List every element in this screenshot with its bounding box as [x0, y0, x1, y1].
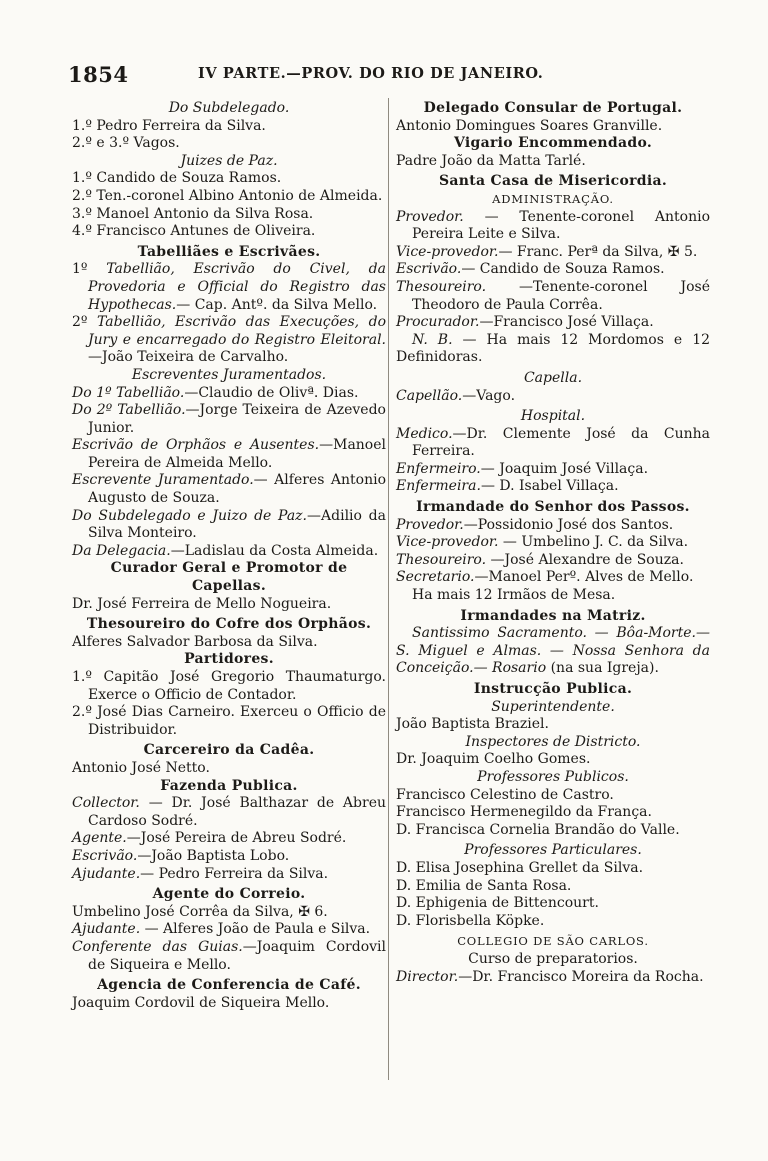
entry-holder: —Dr. Clemente José da Cunha Ferreira. [412, 425, 710, 460]
entry-holder: (na sua Igreja). [546, 660, 659, 677]
entry-holder: —José Pereira de Abreu Sodré. [126, 830, 347, 847]
entry-office: Escrivão. [396, 261, 462, 278]
entry-office: Provedor. [396, 516, 464, 533]
list-item: João Baptista Braziel. [396, 716, 549, 733]
section-heading: Partidores. [184, 651, 274, 668]
list-item [396, 261, 710, 279]
list-item: Umbelino José Corrêa da Silva, ✠ 6. [72, 903, 328, 920]
list-item [396, 569, 710, 587]
entry-office: Provedor. [396, 208, 464, 225]
sub-heading: Superintendente. [491, 698, 615, 715]
entry-office: Do Subdelegado e Juizo de Paz. [72, 507, 308, 524]
list-item [396, 625, 710, 681]
page-number: 1854 [68, 62, 129, 87]
section-heading: Fazenda Publica. [160, 777, 298, 794]
list-item [72, 921, 386, 939]
list-item: D. Ephigenia de Bittencourt. [396, 895, 599, 912]
list-item: 4.º Francisco Antunes de Oliveira. [72, 223, 316, 240]
entry-office: Vice-provedor. [396, 534, 499, 551]
list-item [396, 314, 710, 332]
column-divider [388, 98, 389, 1080]
list-item: Francisco Celestino de Castro. [396, 786, 614, 803]
entry-holder: —Francisco José Villaça. [479, 314, 654, 331]
section-heading: Santa Casa de Misericordia. [438, 173, 668, 190]
entry-office: Da Delegacia. [72, 542, 171, 559]
list-item [72, 472, 386, 507]
entry-holder: —Vago. [462, 387, 516, 404]
list-item: 3.º Manoel Antonio da Silva Rosa. [72, 205, 314, 222]
entry-office: Escrivão de Orphãos e Ausentes. [72, 437, 320, 454]
list-item [72, 795, 386, 830]
entry-holder: —João Teixeira de Carvalho. [88, 349, 289, 366]
entry-holder: — Dr. José Balthazar de Abreu Cardoso Sodré. [88, 795, 386, 829]
entry-office: Thesoureiro. [396, 551, 487, 568]
entry-holder: — Pedro Ferreira da Silva. [140, 865, 329, 882]
entry-office: Tabellião, Escrivão do Civel, da Provedoria e Official do Registro das Hypothecas. [88, 261, 386, 313]
list-item [396, 332, 710, 370]
entry-holder: —Claudio de Olivª. Dias. [184, 384, 359, 401]
entry-office: Ajudante. [72, 921, 141, 938]
section-heading: Juizes de Paz. [180, 152, 278, 169]
list-item [396, 279, 710, 314]
entry-office: Director. [396, 968, 459, 985]
entry-office: Capellão. [396, 387, 463, 404]
entry-holder: —Possidonio José dos Santos. [463, 516, 674, 533]
list-item: 2.º José Dias Carneiro. Exerceu o Officio de Distribuidor. [72, 704, 386, 738]
left-column [72, 100, 386, 1012]
list-item [72, 543, 386, 561]
entry-holder: —Manoel Perº. Alves de Mello. [474, 569, 694, 586]
section-heading: Carcereiro da Cadêa. [143, 742, 315, 759]
list-item [72, 830, 386, 848]
section-heading: Escreventes Juramentados. [131, 366, 327, 383]
section-heading: Curador Geral e Promotor de Capellas. [110, 560, 348, 595]
section-heading: Irmandades na Matriz. [460, 607, 646, 624]
entry-office: Ajudante. [72, 865, 141, 882]
entry-holder: — Umbelino J. C. da Silva. [498, 534, 689, 551]
entry-holder: — D. Isabel Villaça. [480, 478, 619, 495]
section-heading: Delegado Consular de Portugal. [423, 100, 683, 116]
list-item [72, 385, 386, 403]
entry-office: Do 2º Tabellião. [72, 402, 186, 419]
list-item [396, 478, 710, 499]
list-item: Antonio Domingues Soares Granville. [396, 117, 663, 134]
list-item [72, 939, 386, 977]
entry-office: Escrivão. [72, 847, 138, 864]
entry-office: Escrevente Juramentado. [72, 472, 254, 489]
entry-holder: —Joaquim Cordovil de Siqueira e Mello. [88, 938, 386, 973]
section-heading: Irmandade do Senhor dos Passos. [416, 499, 690, 516]
section-heading: Agente do Correio. [152, 886, 306, 903]
list-item [396, 426, 710, 461]
list-item: D. Emilia de Santa Rosa. [396, 877, 572, 894]
entry-holder: —José Alexandre de Souza. [486, 551, 684, 568]
section-heading: Tabelliães e Escrivães. [137, 243, 321, 260]
list-item: Joaquim Cordovil de Siqueira Mello. [72, 994, 330, 1011]
list-item: Dr. Joaquim Coelho Gomes. [396, 751, 591, 768]
entry-holder: —Jorge Teixeira de Azevedo Junior. [88, 402, 386, 436]
sub-heading: Professores Publicos. [477, 768, 629, 785]
sub-heading: Professores Particulares. [464, 842, 642, 859]
list-item [72, 866, 386, 887]
sub-heading: COLLEGIO DE SÃO CARLOS. [457, 934, 649, 949]
entry-holder: — Tenente-coronel Antonio Pereira Leite e Silva. [412, 208, 710, 243]
list-item: Francisco Hermenegildo da França. [396, 804, 652, 821]
page-header [68, 62, 696, 88]
entry-number: 1º [72, 261, 107, 278]
running-title: IV PARTE.—PROV. DO RIO DE JANEIRO. [198, 65, 544, 82]
list-item [396, 534, 710, 552]
entry-office: Thesoureiro. [396, 278, 487, 295]
list-item [396, 552, 710, 570]
entry-office: Tabellião, Escrivão das Execuções, do Jury e encarregado do Registro Eleitoral. [88, 314, 386, 348]
list-item [72, 402, 386, 437]
entry-office: Procurador. [396, 314, 480, 331]
entry-holder: — Franc. Perª da Silva, ✠ 5. [498, 243, 698, 260]
sub-heading: Inspectores de Districto. [465, 733, 641, 750]
list-item: 1.º Pedro Ferreira da Silva. [72, 117, 266, 134]
section-heading: Thesoureiro do Cofre dos Orphãos. [86, 616, 372, 633]
list-item: Dr. José Ferreira de Mello Nogueira. [72, 595, 332, 612]
list-item: 1.º Capitão José Gregorio Thaumaturgo. Exerce o Officio de Contador. [72, 669, 386, 703]
entry-holder: —Ladislau da Costa Almeida. [170, 542, 379, 559]
list-item [396, 461, 710, 479]
entry-office: Enfermeira. [396, 478, 481, 495]
list-item [72, 848, 386, 866]
list-item: D. Francisca Cornelia Brandão do Valle. [396, 821, 680, 838]
entry-office: Do 1º Tabellião. [72, 384, 185, 401]
list-item [72, 314, 386, 367]
list-item [396, 209, 710, 244]
list-item: Curso de preparatorios. [468, 950, 638, 967]
section-heading: Agencia de Conferencia de Café. [97, 977, 361, 994]
section-heading: Do Subdelegado. [168, 100, 290, 116]
section-heading: Capella. [523, 369, 583, 386]
entry-office: Medico. [396, 425, 453, 442]
entry-holder: —Manoel Pereira de Almeida Mello. [88, 437, 386, 471]
list-item [396, 388, 710, 409]
entry-holder: — Alferes Antonio Augusto de Souza. [88, 472, 386, 507]
list-item: D. Elisa Josephina Grellet da Silva. [396, 859, 644, 876]
list-item: D. Florisbella Köpke. [396, 912, 545, 929]
section-heading: Hospital. [520, 408, 586, 425]
note-label: N. B. [412, 331, 453, 348]
list-item [72, 261, 386, 314]
entry-holder: —Adilio da Silva Monteiro. [88, 507, 386, 542]
entry-office: Collector. [72, 795, 140, 812]
list-item [72, 437, 386, 472]
list-item: 2.º e 3.º Vagos. [72, 135, 180, 152]
entry-office: Secretario. [396, 569, 475, 586]
section-heading: Vigario Encommendado. [453, 135, 653, 152]
list-item: Antonio José Netto. [72, 759, 210, 776]
entry-office: Conferente das Guias. [72, 938, 243, 955]
entry-office: Agente. [72, 830, 127, 847]
list-item: Alferes Salvador Barbosa da Silva. [72, 633, 318, 650]
right-column [396, 100, 710, 986]
entry-office: Santissimo Sacramento. — Bôa-Morte.—S. Miguel e Almas. — Nossa Senhora da Conceição.— Rosario [396, 625, 710, 677]
list-item [72, 508, 386, 543]
entry-holder: — Cap. Antº. da Silva Mello. [176, 296, 378, 313]
section-heading: Instrucção Publica. [473, 681, 633, 697]
sub-heading: ADMINISTRAÇÃO. [492, 191, 614, 206]
entry-holder: —Dr. Francisco Moreira da Rocha. [458, 968, 704, 985]
list-item: Ha mais 12 Irmãos de Mesa. [412, 587, 616, 604]
entry-holder: — Candido de Souza Ramos. [461, 261, 665, 278]
list-item [396, 517, 710, 535]
entry-office: Enfermeiro. [396, 460, 481, 477]
entry-holder: —João Baptista Lobo. [137, 847, 290, 864]
entry-number: 2º [72, 314, 98, 331]
entry-office: Vice-provedor. [396, 243, 499, 260]
entry-holder: —Tenente-coronel José Theodoro de Paula Corrêa. [412, 278, 710, 313]
list-item: Padre João da Matta Tarlé. [396, 152, 586, 169]
entry-holder: — Alferes João de Paula e Silva. [140, 921, 371, 938]
note-text: — Ha mais 12 Mordomos e 12 Definidoras. [396, 331, 711, 366]
list-item [396, 244, 710, 262]
list-item: 2.º Ten.-coronel Albino Antonio de Almeida. [72, 187, 383, 204]
entry-holder: — Joaquim José Villaça. [480, 460, 649, 477]
list-item: 1.º Candido de Souza Ramos. [72, 170, 282, 187]
list-item [396, 969, 710, 987]
